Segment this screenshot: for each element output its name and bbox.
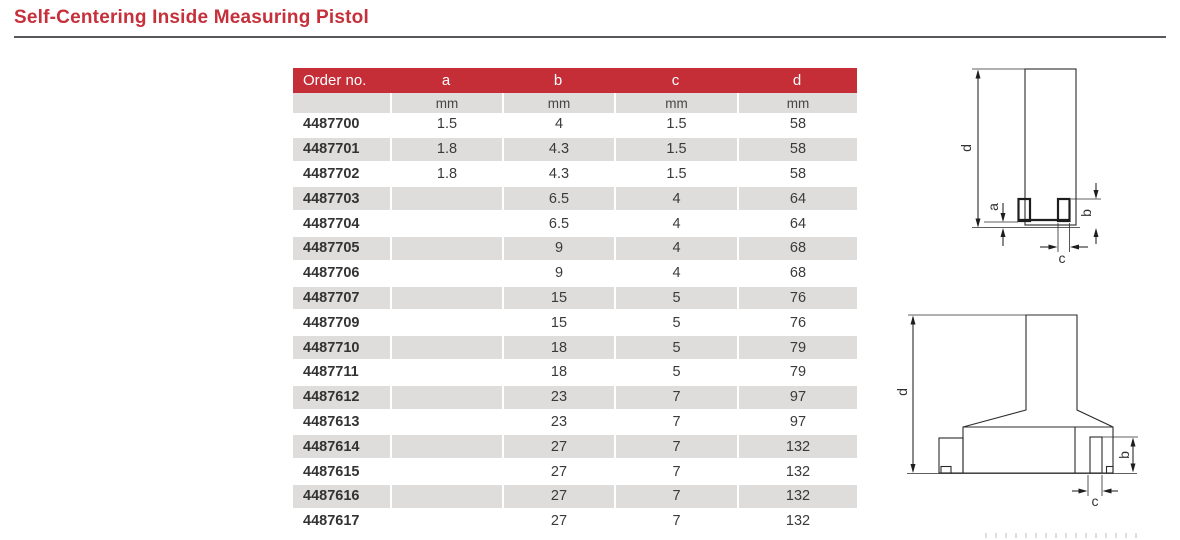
cell-b: 27 bbox=[502, 510, 614, 533]
cell-a bbox=[390, 311, 502, 334]
dim-label-c: c bbox=[1091, 493, 1099, 509]
dim-label-b: b bbox=[1116, 451, 1132, 459]
left-foot-tab bbox=[941, 467, 951, 474]
header-a: a bbox=[441, 72, 451, 89]
cell-order-no: 4487616 bbox=[303, 488, 360, 505]
cell-order-no: 4487612 bbox=[303, 389, 360, 406]
cell-b: 9 bbox=[502, 237, 614, 260]
table-header-row bbox=[293, 68, 857, 93]
cell-c: 7 bbox=[614, 411, 737, 434]
cell-c: 5 bbox=[614, 361, 737, 384]
header-d: d bbox=[792, 72, 802, 89]
cell-order-no: 4487615 bbox=[303, 463, 360, 480]
cell-b: 27 bbox=[502, 485, 614, 508]
cell-a bbox=[390, 485, 502, 508]
cell-c: 4 bbox=[614, 212, 737, 235]
cell-b: 15 bbox=[502, 287, 614, 310]
probe-shaft-outline bbox=[1025, 69, 1076, 225]
diagram-narrow-probe bbox=[930, 55, 1180, 275]
table-body bbox=[293, 113, 857, 535]
cell-b: 27 bbox=[502, 460, 614, 483]
cell-order-no: 4487705 bbox=[303, 240, 360, 257]
diagram-wide-probe bbox=[880, 290, 1180, 540]
cell-c: 7 bbox=[614, 460, 737, 483]
cell-a bbox=[390, 187, 502, 210]
right-measuring-foot bbox=[1090, 437, 1102, 473]
unit-a: mm bbox=[390, 93, 502, 113]
cell-order-no: 4487617 bbox=[303, 513, 360, 530]
table-row bbox=[293, 212, 857, 237]
cell-order-no: 4487711 bbox=[303, 364, 359, 381]
table-row bbox=[293, 113, 857, 138]
cell-c: 4 bbox=[614, 187, 737, 210]
cell-d: 64 bbox=[737, 212, 857, 235]
table-row bbox=[293, 287, 857, 312]
dimension-table bbox=[293, 68, 857, 535]
unit-b: mm bbox=[502, 93, 614, 113]
cell-c: 5 bbox=[614, 336, 737, 359]
cell-a bbox=[390, 361, 502, 384]
cell-c: 5 bbox=[614, 287, 737, 310]
cell-order-no: 4487613 bbox=[303, 413, 360, 430]
cell-b: 4 bbox=[502, 113, 614, 136]
cell-d: 76 bbox=[737, 311, 857, 334]
cell-order-no: 4487709 bbox=[303, 314, 360, 331]
dim-label-d: d bbox=[958, 144, 974, 152]
cell-c: 1.5 bbox=[614, 113, 737, 136]
table-row bbox=[293, 237, 857, 262]
cell-order-no: 4487701 bbox=[303, 141, 360, 158]
cell-d: 68 bbox=[737, 262, 857, 285]
cell-b: 27 bbox=[502, 435, 614, 458]
left-measuring-foot bbox=[1019, 199, 1031, 221]
table-row bbox=[293, 411, 857, 436]
cell-c: 7 bbox=[614, 386, 737, 409]
cell-d: 58 bbox=[737, 138, 857, 161]
cell-b: 4.3 bbox=[502, 163, 614, 186]
table-row bbox=[293, 386, 857, 411]
cell-order-no: 4487614 bbox=[303, 438, 360, 455]
title-divider bbox=[14, 36, 1166, 38]
table-row bbox=[293, 311, 857, 336]
page-title: Self-Centering Inside Measuring Pistol bbox=[14, 7, 369, 28]
header-c: c bbox=[671, 72, 680, 89]
cell-order-no: 4487704 bbox=[303, 215, 360, 232]
cell-d: 64 bbox=[737, 187, 857, 210]
table-row bbox=[293, 435, 857, 460]
cell-d: 68 bbox=[737, 237, 857, 260]
cell-order-no: 4487700 bbox=[303, 116, 360, 133]
cell-d: 58 bbox=[737, 113, 857, 136]
table-row bbox=[293, 460, 857, 485]
cell-a bbox=[390, 262, 502, 285]
cell-c: 1.5 bbox=[614, 138, 737, 161]
unit-order-no bbox=[293, 93, 390, 113]
cell-d: 97 bbox=[737, 411, 857, 434]
cell-d: 97 bbox=[737, 386, 857, 409]
unit-c: mm bbox=[614, 93, 737, 113]
cell-d: 76 bbox=[737, 287, 857, 310]
cell-a bbox=[390, 460, 502, 483]
dim-label-a: a bbox=[985, 203, 1001, 211]
cell-a bbox=[390, 411, 502, 434]
dim-label-b: b bbox=[1078, 209, 1094, 217]
cell-a bbox=[390, 287, 502, 310]
unit-d: mm bbox=[737, 93, 857, 113]
table-row bbox=[293, 187, 857, 212]
table-row bbox=[293, 262, 857, 287]
cell-a bbox=[390, 212, 502, 235]
table-row bbox=[293, 163, 857, 188]
right-foot-tab bbox=[1107, 467, 1114, 474]
cell-c: 7 bbox=[614, 510, 737, 533]
cell-b: 4.3 bbox=[502, 138, 614, 161]
dim-label-c: c bbox=[1058, 250, 1066, 266]
cell-b: 18 bbox=[502, 336, 614, 359]
cell-c: 1.5 bbox=[614, 163, 737, 186]
cell-a: 1.8 bbox=[390, 138, 502, 161]
cell-order-no: 4487706 bbox=[303, 265, 360, 282]
cell-order-no: 4487710 bbox=[303, 339, 360, 356]
cell-c: 7 bbox=[614, 485, 737, 508]
table-row bbox=[293, 485, 857, 510]
cell-a bbox=[390, 435, 502, 458]
cell-order-no: 4487703 bbox=[303, 190, 360, 207]
cell-b: 15 bbox=[502, 311, 614, 334]
right-measuring-foot bbox=[1058, 199, 1070, 221]
cell-d: 132 bbox=[737, 510, 857, 533]
cell-b: 23 bbox=[502, 411, 614, 434]
cell-d: 79 bbox=[737, 336, 857, 359]
cell-c: 7 bbox=[614, 435, 737, 458]
cell-b: 23 bbox=[502, 386, 614, 409]
cell-a bbox=[390, 237, 502, 260]
cell-order-no: 4487707 bbox=[303, 289, 360, 306]
table-row bbox=[293, 336, 857, 361]
cell-d: 132 bbox=[737, 485, 857, 508]
cell-d: 132 bbox=[737, 460, 857, 483]
table-row bbox=[293, 361, 857, 386]
cropped-text-fragment bbox=[985, 533, 1140, 538]
cell-a bbox=[390, 336, 502, 359]
table-row bbox=[293, 510, 857, 535]
cell-a bbox=[390, 510, 502, 533]
header-b: b bbox=[553, 72, 563, 89]
cell-a bbox=[390, 386, 502, 409]
header-order-no: Order no. bbox=[303, 72, 367, 89]
table-row bbox=[293, 138, 857, 163]
cell-c: 4 bbox=[614, 262, 737, 285]
cell-c: 4 bbox=[614, 237, 737, 260]
cell-d: 58 bbox=[737, 163, 857, 186]
cell-b: 6.5 bbox=[502, 187, 614, 210]
cell-d: 132 bbox=[737, 435, 857, 458]
cell-b: 18 bbox=[502, 361, 614, 384]
dim-label-d: d bbox=[894, 388, 910, 396]
table-units-row bbox=[293, 93, 857, 113]
cell-b: 9 bbox=[502, 262, 614, 285]
cell-a: 1.8 bbox=[390, 163, 502, 186]
cell-a: 1.5 bbox=[390, 113, 502, 136]
cell-b: 6.5 bbox=[502, 212, 614, 235]
cell-d: 79 bbox=[737, 361, 857, 384]
cell-order-no: 4487702 bbox=[303, 165, 360, 182]
cell-c: 5 bbox=[614, 311, 737, 334]
